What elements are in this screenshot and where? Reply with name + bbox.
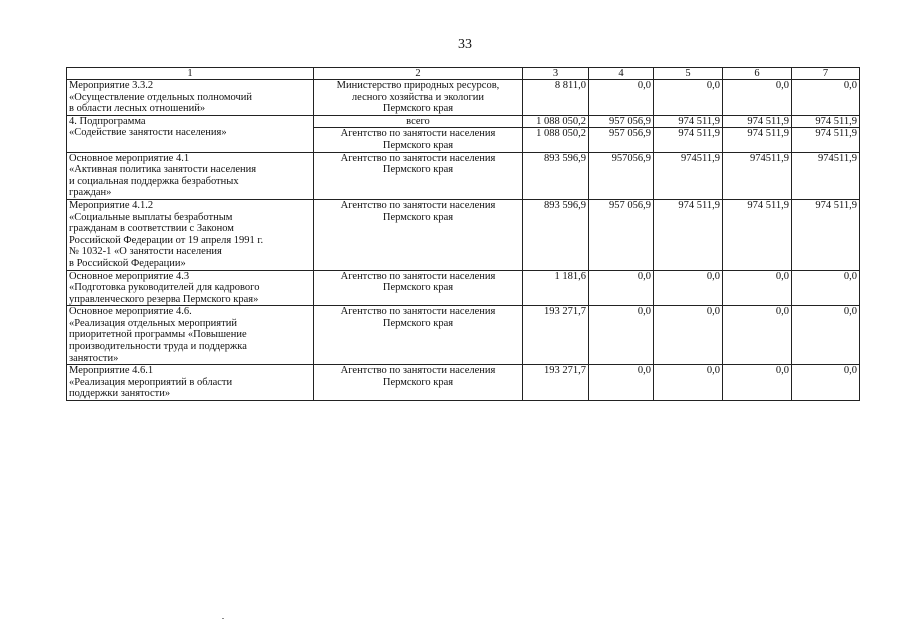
value-cell: 1 088 050,2 (523, 115, 589, 128)
executor-cell: Министерство природных ресурсов, лесного хозяйства и экологии Пермского края (314, 80, 523, 116)
value-cell: 1 088 050,2 (523, 128, 589, 152)
table-row (67, 365, 860, 401)
value-cell: 974 511,9 (723, 115, 792, 128)
value-cell: 974511,9 (792, 152, 860, 199)
value-cell: 0,0 (654, 270, 723, 306)
value-cell: 0,0 (654, 306, 723, 365)
value-cell: 957 056,9 (589, 199, 654, 270)
value-cell: 974 511,9 (792, 115, 860, 128)
value-cell: 0,0 (723, 80, 792, 116)
table-row (67, 152, 860, 199)
column-header: 7 (792, 68, 860, 80)
value-cell: 0,0 (589, 306, 654, 365)
activity-name-cell: Мероприятие 4.6.1 «Реализация мероприятий в области поддержки занятости» (67, 365, 314, 401)
table-row (67, 80, 860, 116)
scan-artifact (222, 618, 224, 619)
column-header: 6 (723, 68, 792, 80)
activity-name-cell: Основное мероприятие 4.3 «Подготовка руководителей для кадрового управленческого резерва Пермского края» (67, 270, 314, 306)
value-cell: 957056,9 (589, 152, 654, 199)
executor-cell: всего (314, 115, 523, 128)
column-header: 1 (67, 68, 314, 80)
budget-table (66, 67, 860, 401)
executor-cell: Агентство по занятости населения Пермского края (314, 270, 523, 306)
executor-cell: Агентство по занятости населения Пермского края (314, 128, 523, 152)
value-cell: 0,0 (589, 270, 654, 306)
activity-name-cell: 4. Подпрограмма «Содействие занятости населения» (67, 115, 314, 152)
value-cell: 0,0 (792, 306, 860, 365)
value-cell: 193 271,7 (523, 365, 589, 401)
activity-name-cell: Мероприятие 3.3.2 «Осуществление отдельных полномочий в области лесных отношений» (67, 80, 314, 116)
value-cell: 974 511,9 (792, 128, 860, 152)
value-cell: 893 596,9 (523, 152, 589, 199)
value-cell: 974511,9 (654, 152, 723, 199)
value-cell: 974 511,9 (792, 199, 860, 270)
value-cell: 0,0 (589, 80, 654, 116)
value-cell: 0,0 (723, 270, 792, 306)
value-cell: 974 511,9 (654, 115, 723, 128)
activity-name-cell: Основное мероприятие 4.6. «Реализация отдельных мероприятий приоритетной программы «Повышение производительности труда и поддержка занятости» (67, 306, 314, 365)
value-cell: 974 511,9 (723, 199, 792, 270)
value-cell: 0,0 (654, 80, 723, 116)
page-number: 33 (458, 37, 472, 52)
table-header-row (67, 68, 860, 80)
value-cell: 193 271,7 (523, 306, 589, 365)
table-row (67, 270, 860, 306)
table-row (67, 199, 860, 270)
value-cell: 0,0 (723, 365, 792, 401)
value-cell: 0,0 (723, 306, 792, 365)
value-cell: 0,0 (792, 270, 860, 306)
activity-name-cell: Мероприятие 4.1.2 «Социальные выплаты безработным гражданам в соответствии с Законом Российской Федерации от 19 апреля 1991 г. № 1032-1 «О занятости населения в Российской Федерации» (67, 199, 314, 270)
executor-cell: Агентство по занятости населения Пермского края (314, 306, 523, 365)
value-cell: 0,0 (589, 365, 654, 401)
value-cell: 1 181,6 (523, 270, 589, 306)
value-cell: 0,0 (792, 80, 860, 116)
value-cell: 974511,9 (723, 152, 792, 199)
column-header: 3 (523, 68, 589, 80)
column-header: 2 (314, 68, 523, 80)
column-header: 4 (589, 68, 654, 80)
value-cell: 893 596,9 (523, 199, 589, 270)
value-cell: 957 056,9 (589, 115, 654, 128)
value-cell: 0,0 (792, 365, 860, 401)
value-cell: 974 511,9 (654, 128, 723, 152)
executor-cell: Агентство по занятости населения Пермского края (314, 199, 523, 270)
executor-cell: Агентство по занятости населения Пермского края (314, 152, 523, 199)
column-header: 5 (654, 68, 723, 80)
table-row (67, 306, 860, 365)
executor-cell: Агентство по занятости населения Пермского края (314, 365, 523, 401)
activity-name-cell: Основное мероприятие 4.1 «Активная политика занятости населения и социальная поддержка безработных граждан» (67, 152, 314, 199)
table-row (67, 115, 860, 128)
value-cell: 957 056,9 (589, 128, 654, 152)
value-cell: 974 511,9 (723, 128, 792, 152)
value-cell: 0,0 (654, 365, 723, 401)
value-cell: 974 511,9 (654, 199, 723, 270)
value-cell: 8 811,0 (523, 80, 589, 116)
